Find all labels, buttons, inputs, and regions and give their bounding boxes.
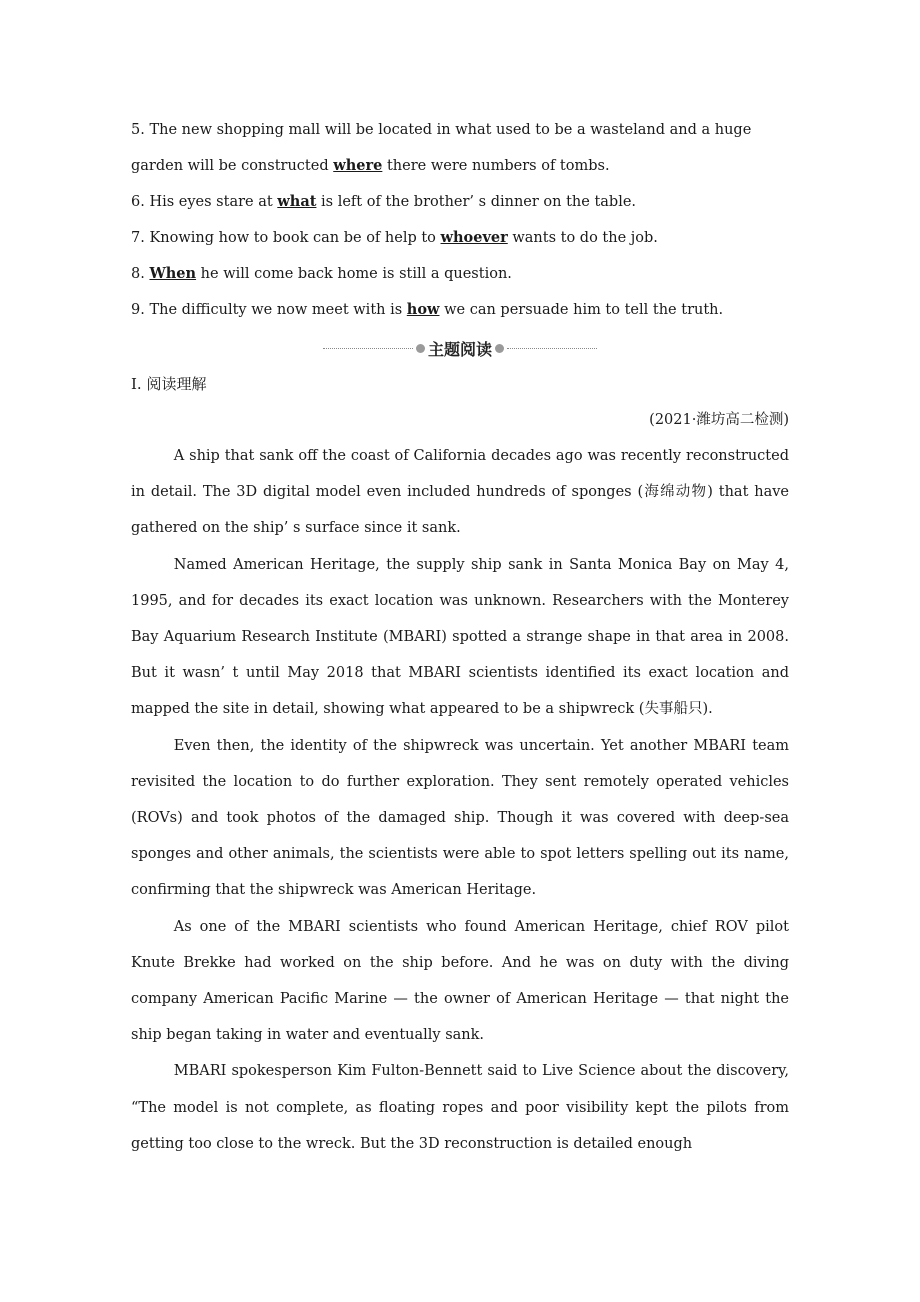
- paragraph: Even then, the identity of the shipwreck was uncertain. Yet another MBARI team revisited the location to do further exploration. They sent remotely operated vehicles (ROVs) and took photos of the damaged ship. Though it was covered with deep-sea sponges and other animals, the scientists were able to spot letters spelling out its name, confirming that the shipwreck was American Heritage.: [131, 737, 789, 899]
- divider-rule: [323, 348, 413, 349]
- exercise-line: 9. The difficulty we now meet with is how we can persuade him to tell the truth.: [131, 301, 724, 318]
- exercise-line: 8. When he will come back home is still a question.: [131, 265, 512, 282]
- answer-word: how: [406, 301, 440, 318]
- exercise-line: 6. His eyes stare at what is left of the brother’ s dinner on the table.: [131, 193, 637, 210]
- section-title: 主题阅读: [427, 339, 492, 359]
- exercise-line: 7. Knowing how to book can be of help to whoever wants to do the job.: [131, 229, 658, 246]
- divider-dot-icon: [495, 344, 504, 353]
- exercise-line: garden will be constructed where there were numbers of tombs.: [131, 157, 610, 174]
- divider-dot-icon: [416, 344, 425, 353]
- divider-rule: [507, 348, 597, 349]
- exercise-line: 5. The new shopping mall will be located in what used to be a wasteland and a huge: [131, 122, 752, 138]
- paragraph: MBARI spokesperson Kim Fulton-Bennett said to Live Science about the discovery, “The model is not complete, as floating ropes and poor visibility kept the pilots from getting too close to the wreck. But the 3D reconstruction is detailed enough: [131, 1063, 789, 1152]
- source-citation: (2021·潍坊高二检测): [649, 412, 789, 428]
- paragraph: As one of the MBARI scientists who found American Heritage, chief ROV pilot Knute Brekke had worked on the ship before. And he was on duty with the diving company American Pacific Marine — the owner of American Heritage — that night the ship began taking in water and eventually sank.: [131, 918, 789, 1044]
- answer-word: whoever: [440, 229, 508, 246]
- section-divider: [131, 330, 789, 366]
- answer-word: where: [333, 157, 383, 174]
- paragraph: A ship that sank off the coast of California decades ago was recently reconstructed in detail. The 3D digital model even included hundreds of sponges (海绵动物) that have gathered on the ship’ s surface since it sank.: [131, 448, 789, 537]
- answer-word: what: [277, 193, 317, 210]
- document-content: [131, 112, 789, 1162]
- paragraph: Named American Heritage, the supply ship sank in Santa Monica Bay on May 4, 1995, and for decades its exact location was unknown. Researchers with the Monterey Bay Aquarium Research Institute (MBARI) spotted a strange shape in that area in 2008. But it wasn’ t until May 2018 that MBARI scientists identified its exact location and mapped the site in detail, showing what appeared to be a shipwreck (失事船只).: [131, 556, 789, 718]
- answer-word: When: [149, 265, 197, 282]
- subsection-heading: Ⅰ. 阅读理解: [131, 375, 207, 393]
